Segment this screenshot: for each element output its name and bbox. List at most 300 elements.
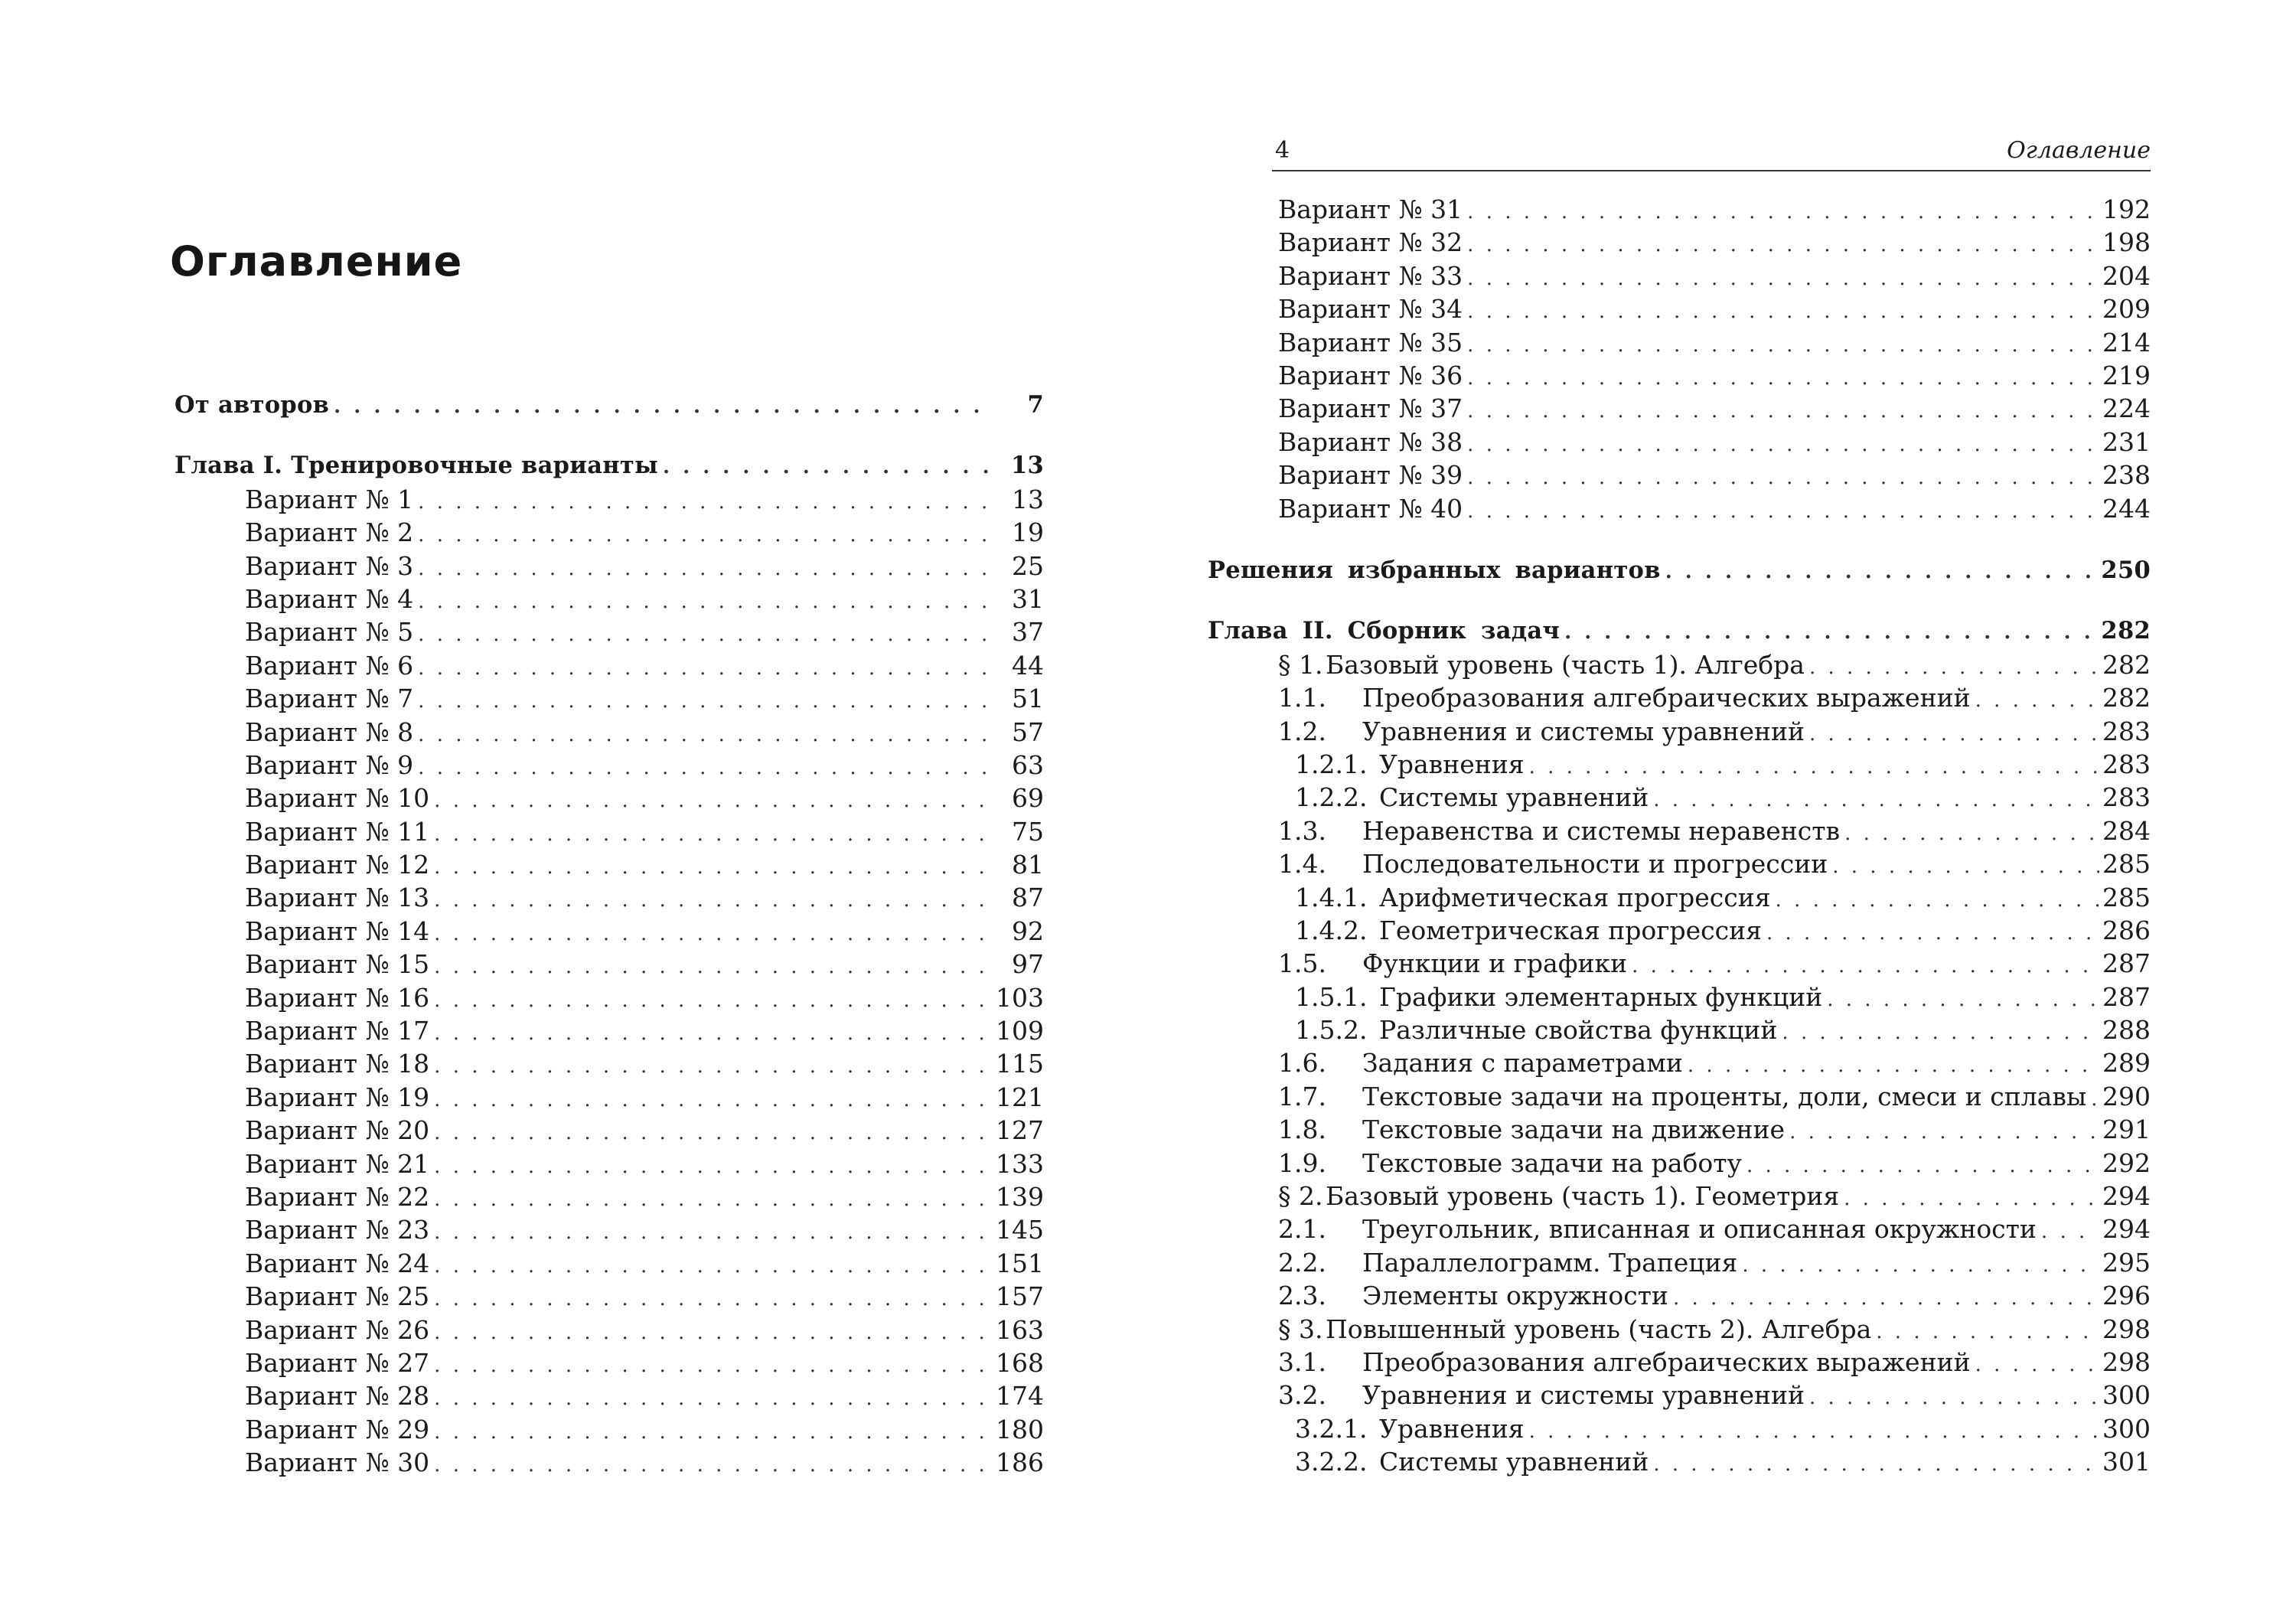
toc-entry-label: Вариант № 15 (245, 949, 430, 980)
header-page-number: 4 (1275, 137, 1290, 164)
toc-entry-page: 57 (1012, 716, 1044, 747)
toc-entry-label: Преобразования алгебраических выражений (1362, 1346, 1971, 1377)
toc-entry-page: 282 (2101, 617, 2151, 645)
toc-entry (1278, 1080, 2151, 1113)
toc-entry (1208, 554, 2151, 587)
dot-leader (418, 553, 992, 586)
toc-entry-label: Системы уравнений (1379, 1447, 1649, 1477)
toc-entry-label: Вариант № 36 (1278, 360, 1463, 390)
toc-entry-page: 288 (2102, 1015, 2151, 1046)
toc-entry-number: 3.2.1. (1295, 1413, 1368, 1444)
dot-leader (1467, 362, 2099, 395)
dot-leader (1529, 1415, 2099, 1448)
toc-entry (1278, 426, 2151, 459)
toc-entry-label: Элементы окружности (1362, 1281, 1668, 1311)
toc-entry-number: 3.2. (1278, 1380, 1326, 1411)
toc-entry-label: Текстовые задачи на движение (1362, 1115, 1786, 1145)
toc-entry-page: 300 (2102, 1380, 2151, 1411)
toc-entry-page: 294 (2102, 1181, 2151, 1212)
toc-entry (174, 881, 1044, 914)
toc-entry (1278, 947, 2151, 980)
toc-entry-page: 157 (996, 1281, 1044, 1312)
toc-entry (1278, 459, 2151, 491)
toc-entry-number: 1.7. (1278, 1081, 1326, 1111)
toc-entry-number: 1.1. (1278, 683, 1326, 713)
toc-entry-label: Вариант № 17 (245, 1016, 430, 1046)
toc-entry-label: Вариант № 31 (1278, 194, 1463, 224)
toc-entry (1278, 648, 2151, 681)
dot-leader (434, 884, 992, 917)
toc-entry-page: 186 (996, 1447, 1044, 1478)
dot-leader (1809, 1382, 2099, 1415)
toc-entry (1278, 326, 2151, 359)
toc-entry-label: Вариант № 29 (245, 1414, 430, 1444)
toc-entry-label: Задания с параметрами (1362, 1048, 1683, 1079)
dot-leader (1975, 1349, 2099, 1382)
toc-entry (174, 716, 1044, 749)
toc-list-right-sections (1208, 554, 2151, 1479)
dot-leader (1665, 556, 2099, 589)
toc-entry-page: 286 (2102, 915, 2151, 945)
dot-leader (1673, 1282, 2099, 1315)
toc-entry (174, 1413, 1044, 1446)
toc-entry-label: Вариант № 4 (245, 583, 414, 614)
dot-leader (434, 1150, 992, 1183)
toc-entry (174, 1379, 1044, 1412)
toc-entry (1278, 1212, 2151, 1245)
toc-entry-number: 1.5. (1278, 948, 1326, 979)
toc-entry (174, 981, 1044, 1014)
dot-leader (1832, 850, 2099, 883)
toc-entry (174, 848, 1044, 881)
toc-entry (174, 1047, 1044, 1080)
toc-entry-page: 139 (996, 1181, 1044, 1212)
toc-entry (174, 615, 1044, 648)
toc-entry (174, 550, 1044, 583)
dot-leader (1827, 984, 2099, 1017)
toc-entry-number: 1.9. (1278, 1147, 1326, 1178)
toc-entry (174, 1346, 1044, 1379)
toc-entry (1278, 1180, 2151, 1212)
toc-entry (174, 1314, 1044, 1346)
toc-entry (1278, 1346, 2151, 1379)
toc-entry (1278, 914, 2151, 947)
dot-leader (418, 719, 992, 752)
toc-entry-page: 31 (1012, 583, 1044, 614)
toc-entry (174, 915, 1044, 948)
toc-entry-page: 292 (2102, 1147, 2151, 1178)
toc-entry-page: 231 (2102, 426, 2151, 457)
toc-entry-label: Текстовые задачи на работу (1362, 1147, 1742, 1178)
toc-entry-label: Вариант № 39 (1278, 460, 1463, 491)
toc-entry-page: 282 (2102, 649, 2151, 680)
toc-entry-page: 285 (2102, 849, 2151, 880)
dot-leader (1809, 718, 2099, 751)
dot-leader (434, 1416, 992, 1449)
toc-entry (1278, 814, 2151, 847)
dot-leader (334, 390, 992, 423)
toc-entry (1278, 715, 2151, 748)
toc-entry-number: 1.6. (1278, 1048, 1326, 1079)
toc-entry-page: 204 (2102, 260, 2151, 291)
dot-leader (1467, 329, 2099, 362)
toc-entry-label: Уравнения и системы уравнений (1362, 716, 1805, 746)
toc-entry-label: Системы уравнений (1379, 782, 1649, 813)
dot-leader (1467, 295, 2099, 328)
toc-entry-page: 224 (2102, 393, 2151, 424)
toc-entry-number: § 1. (1278, 649, 1323, 680)
toc-entry-label: Вариант № 37 (1278, 393, 1463, 424)
toc-entry-label: Вариант № 30 (245, 1447, 430, 1478)
dot-leader (434, 984, 992, 1017)
toc-entry-page: 174 (996, 1381, 1044, 1411)
toc-entry-number: 1.4.1. (1295, 882, 1368, 912)
dot-leader (1688, 1049, 2099, 1082)
toc-entry (174, 1247, 1044, 1280)
toc-entry-page: 7 (1027, 391, 1044, 419)
toc-entry-page: 285 (2102, 882, 2151, 912)
toc-entry-label: Уравнения и системы уравнений (1362, 1380, 1805, 1411)
toc-entry-label: Вариант № 11 (245, 816, 430, 847)
dot-leader (663, 451, 992, 484)
toc-entry-page: 192 (2102, 194, 2151, 224)
toc-entry-label: Вариант № 34 (1278, 294, 1463, 325)
toc-entry (1278, 1046, 2151, 1079)
toc-entry (174, 948, 1044, 981)
toc-entry (174, 649, 1044, 682)
toc-entry (174, 782, 1044, 814)
toc-entry (174, 516, 1044, 549)
toc-entry-number: 1.4. (1278, 849, 1326, 880)
toc-entry-page: 87 (1012, 883, 1044, 913)
toc-entry (1278, 392, 2151, 425)
toc-entry-page: 219 (2102, 360, 2151, 390)
toc-entry-number: 1.5.1. (1295, 981, 1368, 1012)
toc-entry (174, 682, 1044, 715)
toc-entry-page: 127 (996, 1115, 1044, 1146)
toc-entry (174, 1180, 1044, 1213)
toc-entry-label: Вариант № 6 (245, 650, 414, 680)
toc-entry-page: 289 (2102, 1048, 2151, 1079)
toc-entry-page: 287 (2102, 948, 2151, 979)
toc-list-right-variants (1278, 193, 2151, 525)
dot-leader (434, 918, 992, 951)
toc-entry-label: Арифметическая прогрессия (1379, 882, 1771, 912)
toc-entry (1278, 681, 2151, 714)
dot-leader (1742, 1249, 2099, 1282)
toc-entry (1278, 748, 2151, 781)
toc-entry-page: 283 (2102, 749, 2151, 779)
toc-entry-label: Вариант № 9 (245, 749, 414, 780)
dot-leader (1844, 818, 2099, 850)
dot-leader (418, 586, 992, 618)
toc-entry-number: 3.2.2. (1295, 1447, 1368, 1477)
toc-entry-label: Вариант № 20 (245, 1115, 430, 1146)
toc-entry-label: Вариант № 33 (1278, 260, 1463, 291)
dot-leader (1876, 1316, 2099, 1349)
toc-entry (174, 1213, 1044, 1246)
toc-entry (174, 815, 1044, 848)
dot-leader (1809, 651, 2099, 684)
toc-entry-number: 1.3. (1278, 815, 1326, 846)
dot-leader (1746, 1150, 2099, 1183)
toc-entry-label: От авторов (174, 391, 330, 419)
toc-entry (1278, 1379, 2151, 1411)
toc-entry-label: Текстовые задачи на проценты, доли, смеси и сплавы (1362, 1081, 2087, 1111)
toc-entry-number: 1.2.2. (1295, 782, 1368, 813)
toc-entry-number: § 2. (1278, 1181, 1323, 1212)
toc-entry-page: 282 (2102, 683, 2151, 713)
toc-entry-page: 163 (996, 1314, 1044, 1345)
toc-entry-page: 294 (2102, 1214, 2151, 1245)
toc-entry-label: Вариант № 13 (245, 883, 430, 913)
dot-leader (434, 1183, 992, 1216)
toc-entry-page: 295 (2102, 1247, 2151, 1278)
toc-entry (174, 583, 1044, 615)
toc-entry-label: Вариант № 26 (245, 1314, 430, 1345)
dot-leader (1467, 263, 2099, 295)
toc-entry-label: Вариант № 3 (245, 550, 414, 581)
toc-entry (174, 483, 1044, 516)
dot-leader (418, 519, 992, 552)
toc-entry-label: Вариант № 28 (245, 1381, 430, 1411)
toc-entry-label: Базовый уровень (часть 1). Геометрия (1326, 1181, 1840, 1212)
toc-entry-label: Вариант № 5 (245, 617, 414, 648)
toc-entry (1208, 615, 2151, 648)
toc-entry-page: 13 (1010, 452, 1044, 480)
toc-entry (1278, 1013, 2151, 1046)
dot-leader (1467, 229, 2099, 262)
toc-entry-label: Вариант № 8 (245, 716, 414, 747)
dot-leader (418, 618, 992, 651)
toc-entry (1278, 1147, 2151, 1180)
dot-leader (434, 1317, 992, 1349)
toc-entry (1278, 226, 2151, 259)
toc-entry-page: 238 (2102, 460, 2151, 491)
toc-entry-page: 103 (996, 982, 1044, 1013)
right-page (1148, 0, 2296, 1622)
toc-entry (1278, 1279, 2151, 1312)
dot-leader (1467, 495, 2099, 528)
dot-leader (418, 685, 992, 718)
toc-entry-label: Вариант № 25 (245, 1281, 430, 1312)
toc-entry-label: Параллелограмм. Трапеция (1362, 1247, 1738, 1278)
dot-leader (1975, 684, 2099, 717)
toc-entry-page: 145 (996, 1215, 1044, 1245)
toc-entry-page: 283 (2102, 716, 2151, 746)
toc-entry-label: Решения избранных вариантов (1208, 556, 1661, 584)
dot-leader (434, 1084, 992, 1117)
page-title: Оглавление (170, 237, 463, 286)
toc-entry-label: Глава II. Сборник задач (1208, 617, 1561, 645)
dot-leader (418, 752, 992, 785)
toc-entry-label: Вариант № 1 (245, 484, 414, 514)
toc-entry (1278, 193, 2151, 226)
toc-entry-page: 97 (1012, 949, 1044, 980)
toc-entry (174, 749, 1044, 782)
dot-leader (434, 1349, 992, 1382)
dot-leader (434, 1117, 992, 1150)
toc-entry (1278, 781, 2151, 814)
dot-leader (434, 1216, 992, 1249)
toc-entry-label: Уравнения (1379, 1413, 1525, 1444)
toc-entry-label: Вариант № 2 (245, 517, 414, 548)
toc-entry-page: 25 (1012, 550, 1044, 581)
toc-list-left (174, 389, 1044, 1480)
toc-entry (174, 1147, 1044, 1180)
header-title: Оглавление (2007, 137, 2151, 164)
toc-entry (1278, 1246, 2151, 1279)
toc-entry-number: 3.1. (1278, 1346, 1326, 1377)
dot-leader (1782, 1017, 2099, 1049)
toc-entry (1278, 881, 2151, 914)
toc-entry-label: Вариант № 14 (245, 915, 430, 946)
toc-entry-label: Функции и графики (1362, 948, 1628, 979)
toc-entry-page: 290 (2102, 1081, 2151, 1111)
toc-entry-label: Вариант № 24 (245, 1248, 430, 1278)
dot-leader (418, 486, 992, 519)
toc-entry (174, 1446, 1044, 1479)
toc-entry-number: 2.3. (1278, 1281, 1326, 1311)
dot-leader (434, 1283, 992, 1316)
toc-entry-label: Вариант № 35 (1278, 327, 1463, 357)
dot-leader (1564, 616, 2098, 649)
toc-entry-page: 63 (1012, 749, 1044, 780)
toc-entry (174, 1280, 1044, 1313)
toc-entry-page: 19 (1012, 517, 1044, 548)
toc-entry-page: 81 (1012, 850, 1044, 880)
toc-entry-label: Вариант № 23 (245, 1215, 430, 1245)
dot-leader (1789, 1116, 2099, 1149)
toc-entry-page: 291 (2102, 1115, 2151, 1145)
toc-entry-page: 115 (996, 1049, 1044, 1079)
toc-entry-page: 209 (2102, 294, 2151, 325)
toc-entry-page: 298 (2102, 1314, 2151, 1344)
dot-leader (434, 1382, 992, 1415)
toc-entry-page: 168 (996, 1347, 1044, 1378)
toc-entry-page: 121 (996, 1082, 1044, 1112)
toc-entry-number: 1.2. (1278, 716, 1326, 746)
dot-leader (1653, 1448, 2099, 1481)
toc-entry-page: 92 (1012, 915, 1044, 946)
dot-leader (1467, 429, 2099, 462)
dot-leader (434, 785, 992, 818)
toc-entry-page: 283 (2102, 782, 2151, 813)
toc-entry (174, 1014, 1044, 1047)
toc-entry-page: 198 (2102, 227, 2151, 258)
toc-entry-label: Графики элементарных функций (1379, 981, 1823, 1012)
toc-entry-page: 244 (2102, 493, 2151, 524)
toc-entry (1278, 847, 2151, 880)
toc-entry (1278, 292, 2151, 325)
dot-leader (434, 851, 992, 884)
toc-entry (1278, 359, 2151, 392)
toc-entry-page: 37 (1012, 617, 1044, 648)
dot-leader (434, 951, 992, 984)
toc-entry-label: Треугольник, вписанная и описанная окружности (1362, 1214, 2037, 1245)
toc-entry-page: 287 (2102, 981, 2151, 1012)
dot-leader (1844, 1183, 2099, 1216)
dot-leader (1467, 395, 2099, 428)
dot-leader (1529, 751, 2099, 784)
toc-entry-page: 51 (1012, 684, 1044, 714)
toc-entry-label: Вариант № 40 (1278, 493, 1463, 524)
toc-entry-page: 296 (2102, 1281, 2151, 1311)
dot-leader (434, 1449, 992, 1482)
toc-entry-page: 69 (1012, 783, 1044, 814)
toc-entry-label: Вариант № 38 (1278, 426, 1463, 457)
toc-entry (1278, 1313, 2151, 1346)
toc-entry-number: 1.2.1. (1295, 749, 1368, 779)
toc-entry-page: 250 (2101, 556, 2151, 584)
toc-entry-number: 1.4.2. (1295, 915, 1368, 945)
toc-entry-label: Вариант № 12 (245, 850, 430, 880)
toc-entry-page: 133 (996, 1148, 1044, 1179)
toc-entry (174, 449, 1044, 482)
dot-leader (1653, 784, 2099, 817)
dot-leader (434, 1050, 992, 1083)
toc-entry-number: § 3. (1278, 1314, 1323, 1344)
dot-leader (1467, 196, 2099, 229)
toc-entry-number: 2.1. (1278, 1214, 1326, 1245)
toc-entry-label: Вариант № 19 (245, 1082, 430, 1112)
toc-entry-page: 301 (2102, 1447, 2151, 1477)
toc-entry (1278, 259, 2151, 292)
dot-leader (2041, 1216, 2099, 1248)
toc-entry-page: 300 (2102, 1413, 2151, 1444)
toc-entry-number: 1.5.2. (1295, 1015, 1368, 1046)
dot-leader (1632, 950, 2099, 983)
toc-entry-label: Вариант № 7 (245, 684, 414, 714)
toc-entry-label: Преобразования алгебраических выражений (1362, 683, 1971, 713)
toc-entry-label: Геометрическая прогрессия (1379, 915, 1762, 945)
dot-leader (434, 818, 992, 851)
toc-entry-label: Повышенный уровень (часть 2). Алгебра (1326, 1314, 1872, 1344)
toc-entry-number: 2.2. (1278, 1247, 1326, 1278)
toc-entry-label: Базовый уровень (часть 1). Алгебра (1326, 649, 1805, 680)
running-header (1272, 136, 2151, 171)
toc-entry-page: 44 (1012, 650, 1044, 680)
toc-entry (1278, 1113, 2151, 1146)
toc-entry-page: 75 (1012, 816, 1044, 847)
dot-leader (1776, 884, 2099, 917)
dot-leader (434, 1017, 992, 1050)
toc-entry (1278, 492, 2151, 525)
toc-entry-label: Вариант № 32 (1278, 227, 1463, 258)
toc-entry-label: Вариант № 18 (245, 1049, 430, 1079)
dot-leader (2091, 1083, 2099, 1116)
toc-entry-label: Вариант № 21 (245, 1148, 430, 1179)
toc-entry (174, 389, 1044, 422)
toc-entry-page: 284 (2102, 815, 2151, 846)
toc-entry-page: 180 (996, 1414, 1044, 1444)
toc-entry-label: Различные свойства функций (1379, 1015, 1778, 1046)
toc-entry (1278, 1412, 2151, 1445)
toc-entry-page: 13 (1012, 484, 1044, 514)
toc-entry-page: 298 (2102, 1346, 2151, 1377)
toc-entry-label: Глава I. Тренировочные варианты (174, 452, 658, 480)
toc-entry-number: 1.8. (1278, 1115, 1326, 1145)
toc-entry-page: 214 (2102, 327, 2151, 357)
dot-leader (434, 1250, 992, 1283)
dot-leader (418, 652, 992, 685)
toc-entry-label: Вариант № 22 (245, 1181, 430, 1212)
toc-entry-label: Неравенства и системы неравенств (1362, 815, 1841, 846)
toc-entry-page: 109 (996, 1016, 1044, 1046)
toc-entry (174, 1081, 1044, 1114)
dot-leader (1766, 917, 2099, 950)
dot-leader (1467, 462, 2099, 494)
